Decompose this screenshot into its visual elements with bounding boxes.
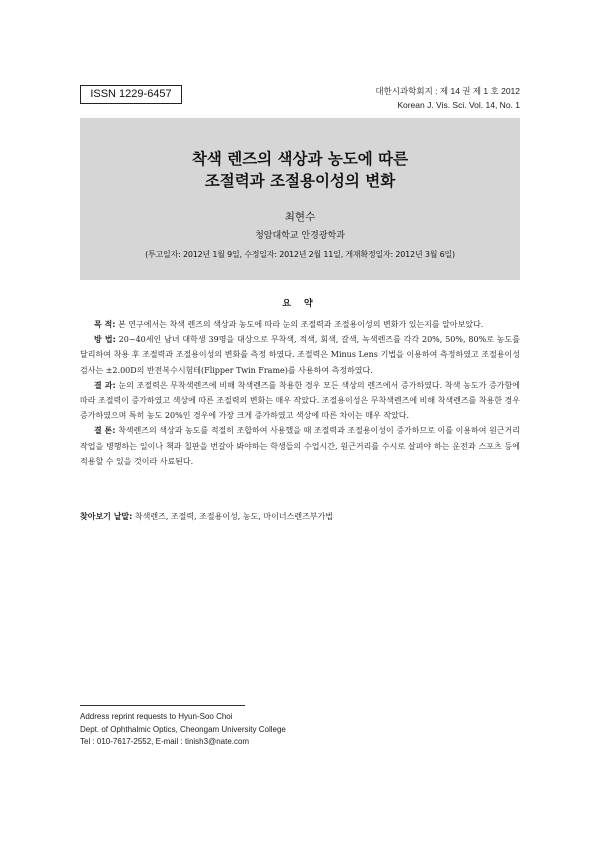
title-block <box>80 118 520 280</box>
title-line-1: 착색 렌즈의 색상과 농도에 따른 <box>191 150 409 168</box>
paper-title <box>80 148 520 192</box>
journal-english: Korean J. Vis. Sci. Vol. 14, No. 1 <box>397 100 520 110</box>
methods-label: 방 법: <box>94 335 116 345</box>
abstract-heading: 요 약 <box>282 299 318 309</box>
keywords-text: 착색렌즈, 조절력, 조절용이성, 농도, 마이너스렌즈부가법 <box>132 512 333 521</box>
title-line-2: 조절력과 조절용이성의 변화 <box>204 172 396 190</box>
abstract-conclusion <box>80 423 520 469</box>
results-text: 눈의 조절력은 무착색렌즈에 비해 착색렌즈를 착용한 경우 모든 색상의 렌즈에서 증가하였다. 착색 농도가 증가함에 따라 조절력이 증가하였고 색상에 따른 조절력의 변화는 매우 작았다. 조절용이성은 무착색렌즈에 비해 착색렌즈를 착용한 경우 증가하였으며 특히 농도 20%인 경우에 가장 크게 증가하였고 색상에 따른 차이는 매우 작았다. <box>80 380 520 421</box>
footnote-department: Dept. of Ophthalmic Optics, Cheongam University College <box>80 724 286 734</box>
methods-text: 20~40세인 남녀 대학생 39명을 대상으로 무착색, 적색, 회색, 갈색, 녹색렌즈를 각각 20%, 50%, 80%로 농도를 달리하여 착용 후 조절력과 조절용이성의 변화를 측정 하였다. 조절력은 Minus Lens 기법을 이용하여 측정하였고 조절용이성검사는 ±2.00D의 반전복수시험테(Flipper Twin Frame)를 사용하여 측정하였다. <box>80 335 520 375</box>
abstract-methods <box>80 332 520 378</box>
abstract-body <box>80 317 520 469</box>
footnote-address: Address reprint requests to Hyun-Soo Choi <box>80 712 233 721</box>
keywords-line <box>80 510 520 524</box>
footnote-divider <box>80 705 245 706</box>
footnote-contact: Tel : 010-7617-2552, E-mail : tinish3@nate.com <box>80 737 250 746</box>
results-label: 결 과: <box>94 380 116 390</box>
journal-info <box>375 84 520 112</box>
author-affiliation: 청암대학교 안경광학과 <box>255 231 345 241</box>
footnote <box>80 711 520 749</box>
abstract-purpose <box>80 317 520 332</box>
abstract-results <box>80 378 520 424</box>
journal-korean: 대한시과학회지 : 제 14 권 제 1 호 2012 <box>375 86 520 96</box>
conclusion-text: 착색렌즈의 색상과 농도를 적절히 조합하여 사용했을 때 조절력과 조절용이성이 증가하므로 이를 이용하여 원근거리 작업을 병행하는 일이나 책과 칠판을 번갈아 봐야하는 학생들의 수업시간, 원근거리를 수시로 살펴야 하는 운전과 스포츠 등에 적용할 수 있을 것이라 사료된다. <box>80 426 520 466</box>
conclusion-label: 결 론: <box>94 426 116 436</box>
submission-dates: (투고일자: 2012년 1월 9일, 수정일자: 2012년 2월 11일, 게재확정일자: 2012년 3월 6일) <box>145 250 455 259</box>
author-name: 최현수 <box>284 211 316 223</box>
purpose-label: 목 적: <box>94 320 116 329</box>
issn-box: ISSN 1229-6457 <box>80 85 182 104</box>
keywords-label: 찾아보기 낱말: <box>80 512 133 521</box>
purpose-text: 본 연구에서는 착색 렌즈의 색상과 농도에 따라 눈의 조절력과 조절용이성의 변화가 있는지를 알아보았다. <box>115 320 484 329</box>
